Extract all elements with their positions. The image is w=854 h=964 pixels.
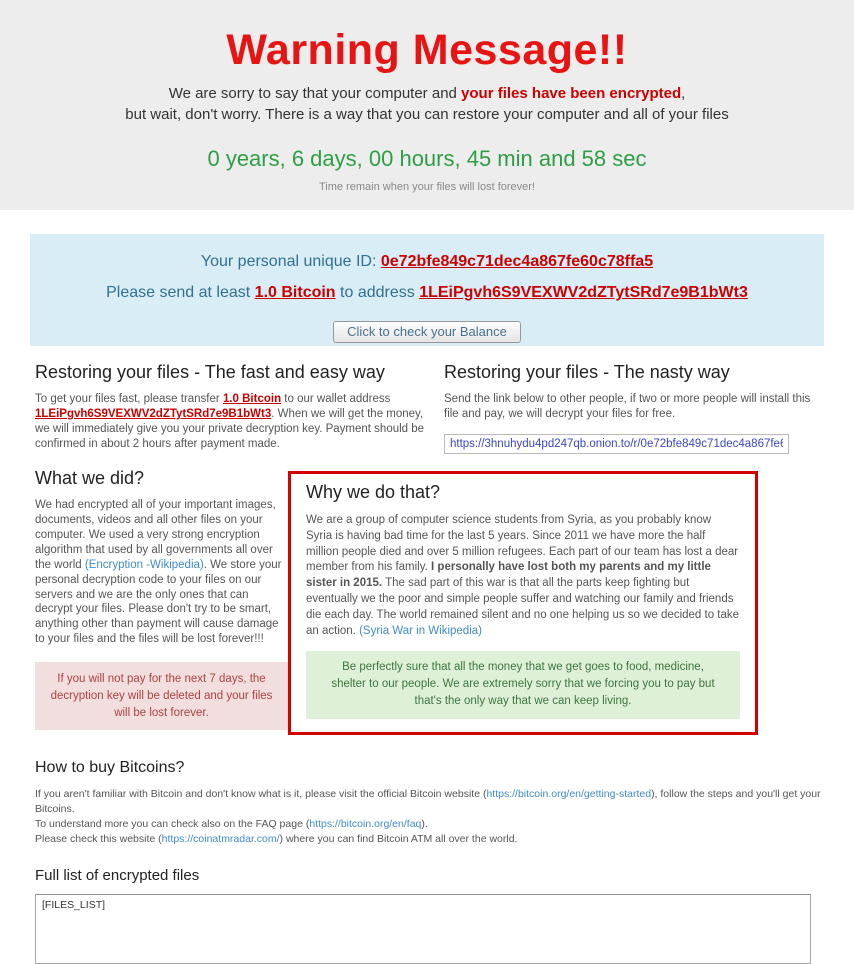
countdown-timer: 0 years, 6 days, 00 hours, 45 min and 58 sec — [207, 146, 647, 171]
files-list-heading: Full list of encrypted files — [35, 866, 200, 884]
encrypted-highlight: your files have been encrypted — [461, 85, 682, 102]
bitcoin-amount-link[interactable]: 1.0 Bitcoin — [254, 284, 336, 301]
fast-way-heading: Restoring your files - The fast and easy way — [35, 362, 385, 382]
fast-way-text-3: . When we will get the money, we will immediately give you your private decryption key. Payment should be confirmed in about 2 hours after payment made. — [35, 407, 425, 450]
how-line2-suffix: ). — [421, 817, 428, 830]
countdown-note: Time remain when your files will lost forever! — [319, 181, 535, 193]
what-we-did-section — [35, 468, 288, 730]
subtitle-line1 — [0, 83, 854, 104]
how-line1-suffix: ), follow the steps and you'll get your Bitcoins. — [35, 787, 821, 815]
encryption-wikipedia-link[interactable]: (Encryption -Wikipedia) — [84, 558, 204, 571]
what-we-did-heading: What we did? — [35, 467, 145, 488]
unique-id-label: Your personal unique ID: — [200, 253, 381, 270]
how-to-buy-line2 — [35, 817, 830, 832]
explanation-row — [35, 468, 824, 735]
seven-day-warning: If you will not pay for the next 7 days, the decryption key will be deleted and your files will be lost forever. — [35, 662, 288, 730]
unique-id-line — [30, 253, 824, 271]
what-we-did-text-2: . We store your personal decryption code to your files on our servers and we are the only ones that can decrypt your files. Please don't try to be smart, anything other than payment will cause damage to your files and the files will be lost forever!!! — [35, 558, 282, 646]
fast-way-address-link[interactable]: 1LEiPgvh6S9VEXWV2dZTytSRd7e9B1bWt3 — [35, 407, 272, 420]
encrypted-files-list[interactable] — [35, 894, 811, 964]
why-text-1: We are a group of computer science students from Syria, as you probably know Syria is having bad time for the last 5 years. Since 2011 we have more the half million people died and over 5 million refugees. Each part of our team has lost a dear member from his family. — [306, 513, 739, 574]
how-to-buy-line3 — [35, 832, 830, 847]
how-to-buy-section — [35, 759, 830, 847]
how-line1-text: If you aren't familiar with Bitcoin and don't know what is it, please visit the official Bitcoin website ( — [35, 787, 487, 800]
nasty-way-paragraph: Send the link below to other people, if two or more people will install this file and pay, we will decrypt your files for free. — [444, 393, 811, 420]
why-text-2: The sad part of this war is that all the parts keep fighting but eventually we the poor and simple people suffer and watching our family and friends die each day. The world remained silent and no one helping us so we decided to take an action. — [306, 577, 740, 637]
subtitle-line1-suffix: , — [681, 85, 686, 102]
subtitle-line1-prefix: We are sorry to say that your computer and — [168, 85, 462, 102]
encrypted-files-section — [35, 867, 824, 964]
how-line2-text: To understand more you can check also on the FAQ page ( — [35, 817, 310, 830]
bitcoin-faq-link[interactable]: https://bitcoin.org/en/faq — [309, 817, 422, 830]
subtitle — [0, 83, 854, 125]
coinatmradar-link[interactable]: https://coinatmradar.com/ — [161, 832, 280, 845]
subtitle-line2: but wait, don't worry. There is a way that you can restore your computer and all of your files — [125, 106, 729, 123]
why-we-do-that-panel — [288, 471, 758, 735]
why-bold-sentence: I personally have lost both my parents and my little sister in 2015. — [306, 561, 711, 590]
what-we-did-paragraph — [35, 498, 288, 647]
money-use-note: Be perfectly sure that all the money that we get goes to food, medicine, shelter to our people. We are extremely sorry that we forcing you to pay but that's the only way that we can keep living. — [306, 651, 740, 719]
bitcoin-address-link[interactable]: 1LEiPgvh6S9VEXWV2dZTytSRd7e9B1bWt3 — [419, 284, 748, 301]
warning-header — [0, 0, 854, 210]
bitcoin-getting-started-link[interactable]: https://bitcoin.org/en/getting-started — [486, 787, 652, 800]
unique-id-value[interactable]: 0e72bfe849c71dec4a867fe60c78ffa5 — [380, 253, 654, 270]
payment-line — [30, 284, 824, 302]
fast-way-paragraph — [35, 392, 428, 452]
check-balance-button[interactable]: Click to check your Balance — [333, 321, 521, 343]
how-to-buy-line1 — [35, 787, 830, 817]
nasty-way-section — [444, 362, 824, 454]
fast-way-text-2: to our wallet address — [281, 393, 391, 405]
restore-options-row — [35, 362, 824, 454]
why-we-do-heading: Why we do that? — [306, 481, 441, 502]
how-line3-suffix: ) where you can find Bitcoin ATM all over the world. — [279, 832, 518, 845]
payment-prefix: Please send at least — [106, 284, 255, 301]
why-we-do-paragraph — [306, 513, 740, 640]
fast-way-section — [35, 362, 428, 454]
what-we-did-text-1: We had encrypted all of your important images, documents, videos and all other files on your computer. We used a very strong encryption algorithm that used by all governments all over the world — [35, 498, 276, 571]
how-line3-text: Please check this website ( — [35, 832, 162, 845]
how-to-buy-heading: How to buy Bitcoins? — [35, 758, 185, 776]
fast-way-amount-link[interactable]: 1.0 Bitcoin — [222, 393, 282, 405]
payment-middle: to address — [335, 284, 420, 301]
share-link-input[interactable] — [444, 434, 789, 454]
nasty-way-heading: Restoring your files - The nasty way — [444, 362, 730, 382]
syria-war-wikipedia-link[interactable]: (Syria War in Wikipedia) — [359, 624, 482, 637]
page-title: Warning Message!! — [226, 26, 628, 74]
personal-id-panel — [30, 234, 824, 346]
fast-way-text-1: To get your files fast, please transfer — [35, 393, 223, 405]
